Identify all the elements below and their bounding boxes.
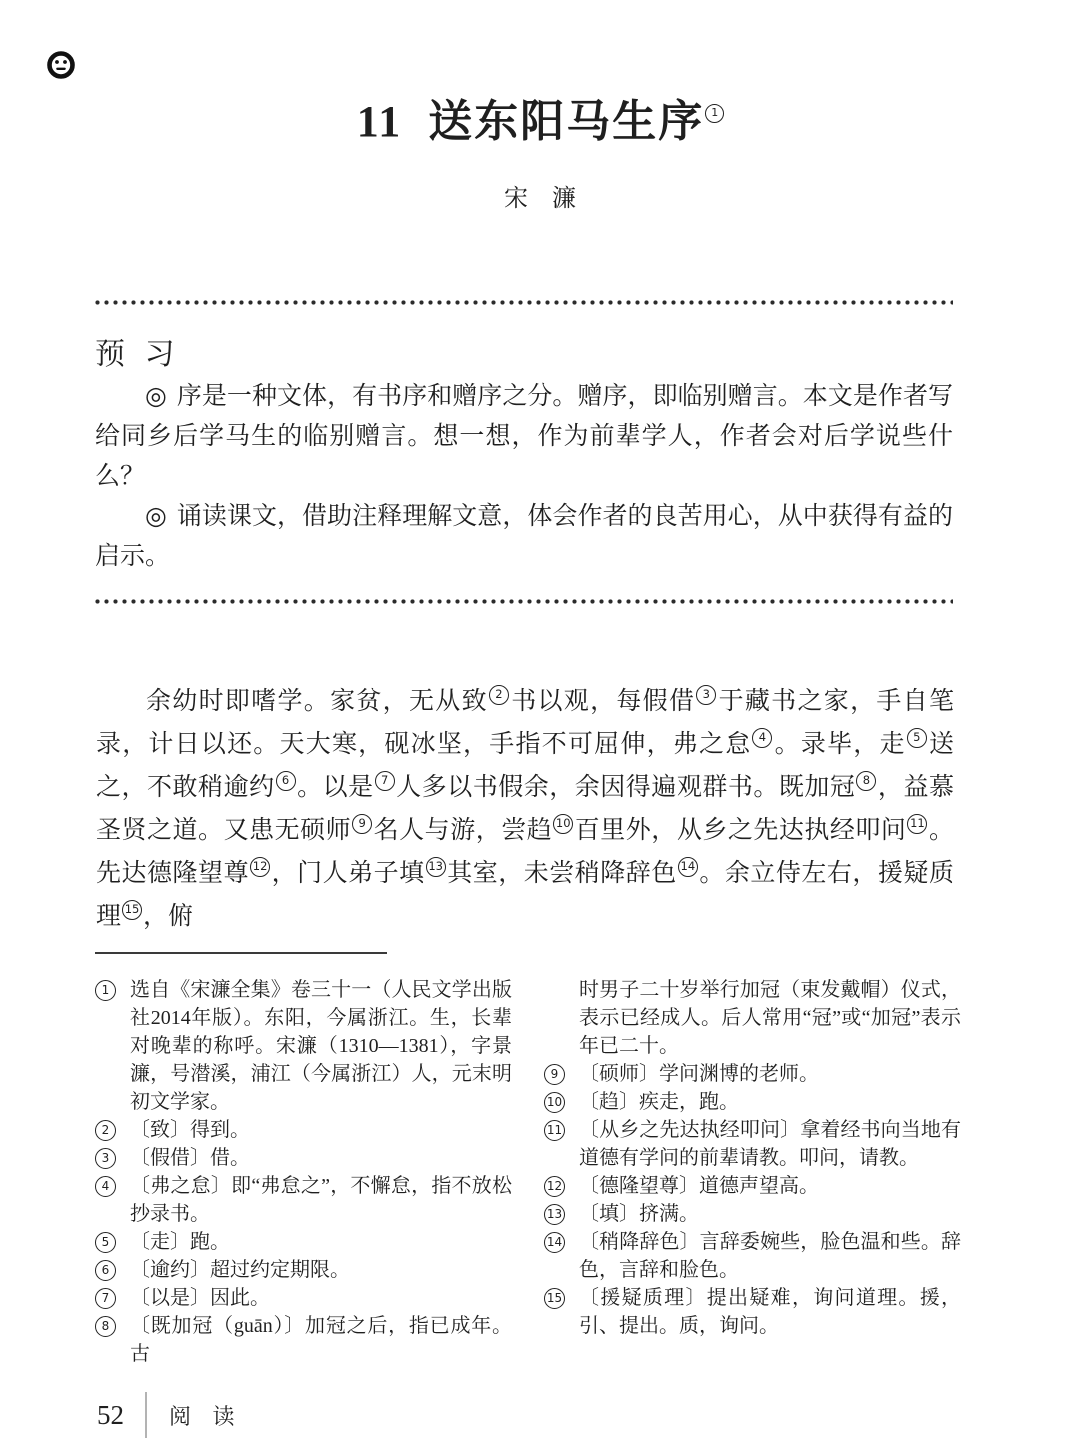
author-name: 宋 濂 (504, 186, 576, 212)
footnote-item (95, 1116, 512, 1144)
footnote-number: 8 (95, 1316, 116, 1337)
footnote-text: 〔既加冠（guān）〕加冠之后，指已成年。古 (130, 1315, 512, 1365)
footnote-separator (95, 952, 387, 954)
footnote-text: 〔趋〕疾走，跑。 (579, 1091, 739, 1113)
course-text-paragraph: 余幼时即嗜学。家贫，无从致 2 书以观，每假借 3 于藏书之家，手自笔录，计日以还。天大寒，砚冰坚，手指不可屈伸，弗之怠 4 。录毕，走 5 送之，不敢稍逾约 6 。以是 7 人多以书假余，余因得遍观群书。既加冠 8 ，益慕圣贤之道。又患无硕师 9 名人与游，尝趋 10 百里外，从乡之先达执经叩问 11 。先达德隆望尊 12 ，门人弟子填 13 其室，未尝稍降辞色 14 。余立侍左右，援疑质理 15 ，俯 (96, 687, 954, 930)
page-number: 52 (97, 1400, 124, 1430)
footnote-item (544, 1228, 961, 1284)
footnote-item (544, 1088, 961, 1116)
footnote-item (95, 1284, 512, 1312)
footnote-number: 9 (544, 1064, 565, 1085)
footnote-number: 7 (95, 1288, 116, 1309)
footnote-text: 〔以是〕因此。 (130, 1287, 270, 1309)
footnote-number: 13 (544, 1204, 565, 1225)
preview-item: ◎ 诵读课文，借助注释理解文意，体会作者的良苦用心，从中获得有益的启示。 (95, 503, 953, 570)
note-ref-4: 4 (752, 728, 772, 748)
footnote-text: 时男子二十岁举行加冠（束发戴帽）仪式，表示已经成人。后人常用“冠”或“加冠”表示年已二十。 (579, 979, 961, 1057)
footnote-number: 3 (95, 1148, 116, 1169)
footer-divider (145, 1392, 147, 1438)
note-ref-5: 5 (907, 728, 927, 748)
note-ref-14: 14 (678, 857, 698, 877)
footnote-item (544, 1172, 961, 1200)
footnote-item (95, 1144, 512, 1172)
footnote-column-left (95, 976, 512, 1368)
lesson-title (0, 96, 1080, 148)
footnote-number: 2 (95, 1120, 116, 1141)
note-ref-9: 9 (352, 814, 372, 834)
footnote-text: 〔逾约〕超过约定期限。 (130, 1259, 350, 1281)
note-ref-11: 11 (907, 814, 927, 834)
bullet-icon: ◎ (145, 383, 167, 410)
footnote-number: 11 (544, 1120, 565, 1141)
footnote-number: 10 (544, 1092, 565, 1113)
footnote-number: 4 (95, 1176, 116, 1197)
footnote-text: 选自《宋濂全集》卷三十一（人民文学出版社2014年版）。东阳，今属浙江。生，长辈对晚辈的称呼。宋濂（1310—1381），字景濂，号潜溪，浦江（今属浙江）人，元末明初文学家。 (130, 979, 512, 1113)
footnote-item (95, 1256, 512, 1284)
footnote-item (95, 1172, 512, 1228)
footnote-number: 5 (95, 1232, 116, 1253)
footnote-column-right (544, 976, 961, 1368)
footnote-item (544, 1200, 961, 1228)
footnote-text: 〔填〕挤满。 (579, 1203, 699, 1225)
bullet-icon: ◎ (145, 503, 167, 530)
note-ref-13: 13 (426, 857, 446, 877)
footnote-item (544, 976, 961, 1060)
footnote-text: 〔稍降辞色〕言辞委婉些，脸色温和些。辞色，言辞和脸色。 (579, 1231, 961, 1281)
title-footnote-ref: 1 (705, 104, 724, 123)
preview-heading: 预 习 (95, 338, 181, 371)
footnote-item (544, 1284, 961, 1340)
footnote-item (544, 1060, 961, 1088)
footnote-text: 〔走〕跑。 (130, 1231, 230, 1253)
footnotes (95, 976, 961, 1368)
note-ref-6: 6 (276, 771, 296, 791)
footnote-text: 〔弗之怠〕即“弗怠之”，不懈怠，指不放松抄录书。 (130, 1175, 512, 1225)
footnote-number: 14 (544, 1232, 565, 1253)
dotted-divider-bottom (95, 599, 953, 604)
smiley-face-icon (46, 50, 76, 80)
footnote-text: 〔从乡之先达执经叩问〕拿着经书向当地有道德有学问的前辈请教。叩问，请教。 (579, 1119, 961, 1169)
note-ref-15: 15 (122, 900, 142, 920)
footnote-text: 〔德隆望尊〕道德声望高。 (579, 1175, 819, 1197)
note-ref-8: 8 (856, 771, 876, 791)
footnote-number: 12 (544, 1176, 565, 1197)
footnote-number: 15 (544, 1288, 565, 1309)
note-ref-10: 10 (553, 814, 573, 834)
footnote-number: 6 (95, 1260, 116, 1281)
footnote-item (95, 1228, 512, 1256)
footnote-text: 〔致〕得到。 (130, 1119, 250, 1141)
footnote-text: 〔援疑质理〕提出疑难，询问道理。援，引、提出。质，询问。 (579, 1287, 961, 1337)
note-ref-2: 2 (489, 685, 509, 705)
footnote-item (95, 976, 512, 1116)
lesson-number: 11 (356, 97, 403, 146)
dotted-divider-top (95, 300, 953, 305)
footnote-text: 〔硕师〕学问渊博的老师。 (579, 1063, 819, 1085)
note-ref-3: 3 (696, 685, 716, 705)
preview-item: ◎ 序是一种文体，有书序和赠序之分。赠序，即临别赠言。本文是作者写给同乡后学马生的临别赠言。想一想，作为前辈学人，作者会对后学说些什么？ (95, 383, 953, 490)
note-ref-12: 12 (250, 857, 270, 877)
footnote-item (544, 1116, 961, 1172)
section-label: 阅 读 (169, 1404, 243, 1429)
preview-list (95, 377, 953, 577)
footnote-number: 1 (95, 980, 116, 1001)
footnote-item (95, 1312, 512, 1368)
footnote-text: 〔假借〕借。 (130, 1147, 250, 1169)
lesson-title-text: 送东阳马生序 (428, 97, 705, 146)
note-ref-7: 7 (375, 771, 395, 791)
